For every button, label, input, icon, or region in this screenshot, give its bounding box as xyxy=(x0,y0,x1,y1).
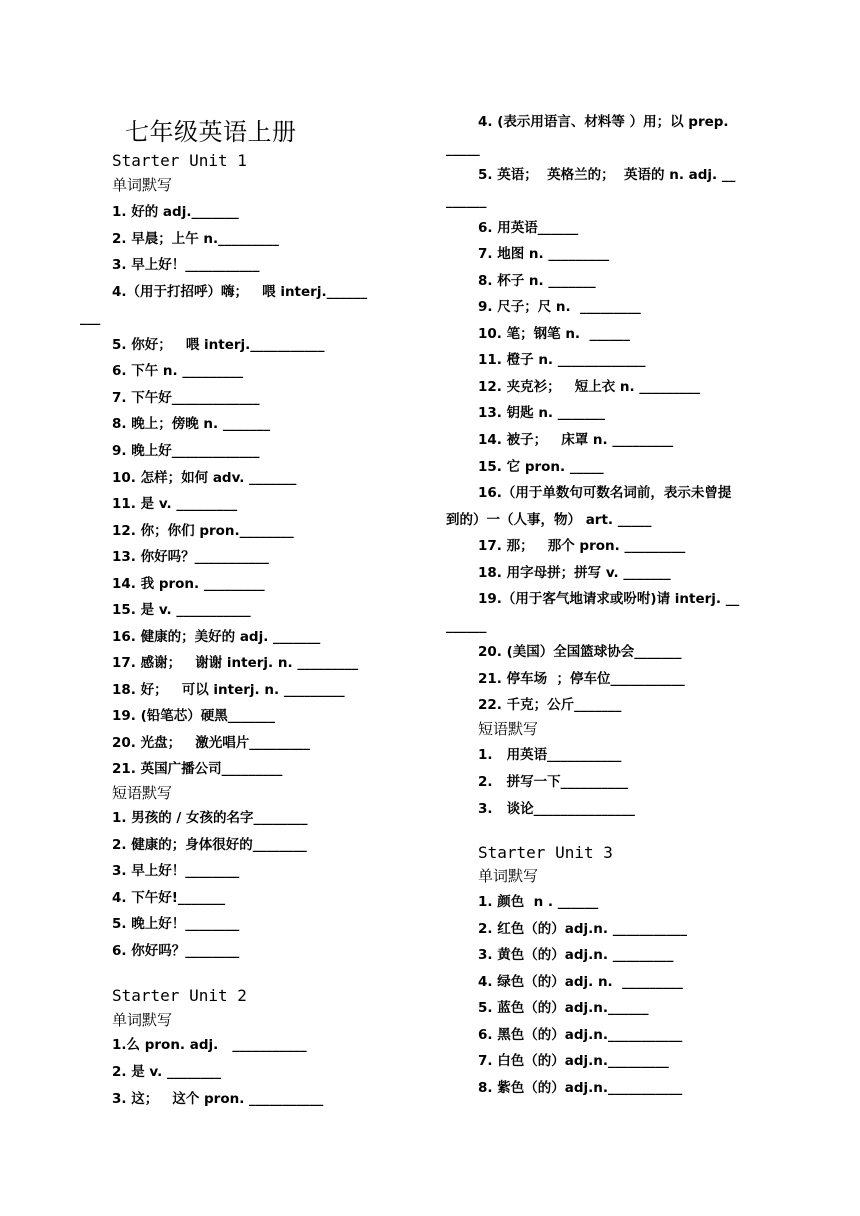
list-item: 22. 千克；公斤_______ xyxy=(478,697,622,713)
list-item: 17. 那； 那个 pron. _________ xyxy=(478,538,686,554)
list-item: 9. 尺子；尺 n. _________ xyxy=(478,299,641,315)
unit1-heading: Starter Unit 1 xyxy=(112,151,247,170)
list-item: 21. 英国广播公司_________ xyxy=(112,761,283,777)
list-item: 10. 怎样；如何 adv. _______ xyxy=(112,470,297,486)
list-item: 3. 谈论_______________ xyxy=(478,801,635,817)
list-item: 1. 好的 adj._______ xyxy=(112,204,239,220)
list-item: 15. 是 v. ___________ xyxy=(112,602,251,618)
list-item: 5. 英语； 英格兰的； 英语的 n. adj. __ xyxy=(478,167,736,183)
list-item: 11. 是 v. _________ xyxy=(112,496,238,512)
list-item: 4. (表示用语言、材料等 ）用；以 prep. xyxy=(478,114,729,130)
list-item: 19. (铅笔芯）硬黑_______ xyxy=(112,708,276,724)
list-item: 8. 晚上；傍晚 n. _______ xyxy=(112,416,271,432)
page-title: 七年级英语上册 xyxy=(125,118,297,146)
list-item: 3. 早上好！________ xyxy=(112,863,240,879)
list-item: 6. 你好吗？________ xyxy=(112,943,240,959)
list-item: 4.（用于打招呼）嗨； 喂 interj.______ xyxy=(112,284,368,300)
list-item: 3. 黄色（的）adj.n. _________ xyxy=(478,947,674,963)
unit2-words-title: 单词默写 xyxy=(112,1011,173,1029)
list-item: 5. 蓝色（的）adj.n.______ xyxy=(478,1000,649,1016)
list-item: 17. 感谢； 谢谢 interj. n. _________ xyxy=(112,655,359,671)
list-item-continuation: ___ xyxy=(80,310,101,326)
list-item: 2. 红色（的）adj.n. ___________ xyxy=(478,921,687,937)
list-item: 2. 拼写一下__________ xyxy=(478,774,629,790)
list-item-continuation: _____ xyxy=(446,141,480,157)
list-item: 11. 橙子 n. _____________ xyxy=(478,352,646,368)
unit1-words-title: 单词默写 xyxy=(112,176,173,194)
unit2-phrases-title: 短语默写 xyxy=(478,720,539,738)
list-item: 6. 用英语______ xyxy=(478,220,579,236)
list-item: 18. 好； 可以 interj. n. _________ xyxy=(112,682,345,698)
list-item: 12. 你；你们 pron.________ xyxy=(112,523,294,539)
list-item: 9. 晚上好_____________ xyxy=(112,443,260,459)
list-item: 1. 颜色 n . ______ xyxy=(478,894,599,910)
list-item: 7. 下午好_____________ xyxy=(112,390,260,406)
list-item: 6. 下午 n. _________ xyxy=(112,363,244,379)
list-item: 16. 健康的；美好的 adj. _______ xyxy=(112,629,321,645)
list-item-continuation: ______ xyxy=(446,618,487,634)
list-item: 10. 笔；钢笔 n. ______ xyxy=(478,326,630,342)
list-item: 5. 你好； 喂 interj.___________ xyxy=(112,337,325,353)
list-item: 8. 杯子 n. _______ xyxy=(478,273,596,289)
list-item: 2. 健康的；身体很好的________ xyxy=(112,837,307,853)
list-item: 15. 它 pron. _____ xyxy=(478,459,604,475)
list-item: 2. 是 v. ________ xyxy=(112,1064,221,1080)
list-item: 7. 地图 n. _________ xyxy=(478,246,610,262)
unit2-heading: Starter Unit 2 xyxy=(112,986,247,1005)
list-item: 14. 被子； 床罩 n. _________ xyxy=(478,432,674,448)
list-item: 1.么 pron. adj. ___________ xyxy=(112,1037,307,1053)
list-item: 5. 晚上好！________ xyxy=(112,916,240,932)
list-item: 4. 下午好!_______ xyxy=(112,890,226,906)
unit3-words-title: 单词默写 xyxy=(478,867,539,885)
list-item: 2. 早晨；上午 n._________ xyxy=(112,231,279,247)
list-item: 12. 夹克衫； 短上衣 n. _________ xyxy=(478,379,701,395)
list-item: 21. 停车场 ；停车位___________ xyxy=(478,671,685,687)
list-item: 14. 我 pron. _________ xyxy=(112,576,265,592)
list-item: 20. 光盘； 激光唱片_________ xyxy=(112,735,310,751)
list-item: 1. 用英语___________ xyxy=(478,747,622,763)
list-item: 13. 你好吗？___________ xyxy=(112,549,269,565)
unit1-phrases-title: 短语默写 xyxy=(112,784,173,802)
list-item: 13. 钥匙 n. _______ xyxy=(478,405,606,421)
unit3-heading: Starter Unit 3 xyxy=(478,843,613,862)
list-item: 16.（用于单数句可数名词前，表示未曾提 xyxy=(478,485,732,501)
list-item: 8. 紫色（的）adj.n.___________ xyxy=(478,1080,683,1096)
list-item: 19.（用于客气地请求或吩咐)请 interj. __ xyxy=(478,591,740,607)
list-item: 1. 男孩的 / 女孩的名字________ xyxy=(112,810,308,826)
list-item: 7. 白色（的）adj.n._________ xyxy=(478,1053,669,1069)
list-item-continuation: ______ xyxy=(446,193,487,209)
list-item: 20. (美国）全国篮球协会_______ xyxy=(478,644,682,660)
list-item-continuation: 到的）一（人事，物） art. _____ xyxy=(446,512,652,528)
list-item: 18. 用字母拼；拼写 v. _______ xyxy=(478,565,671,581)
list-item: 6. 黑色（的）adj.n.___________ xyxy=(478,1027,683,1043)
list-item: 3. 早上好！___________ xyxy=(112,257,260,273)
list-item: 3. 这； 这个 pron. ___________ xyxy=(112,1091,324,1107)
list-item: 4. 绿色（的）adj. n. _________ xyxy=(478,974,683,990)
